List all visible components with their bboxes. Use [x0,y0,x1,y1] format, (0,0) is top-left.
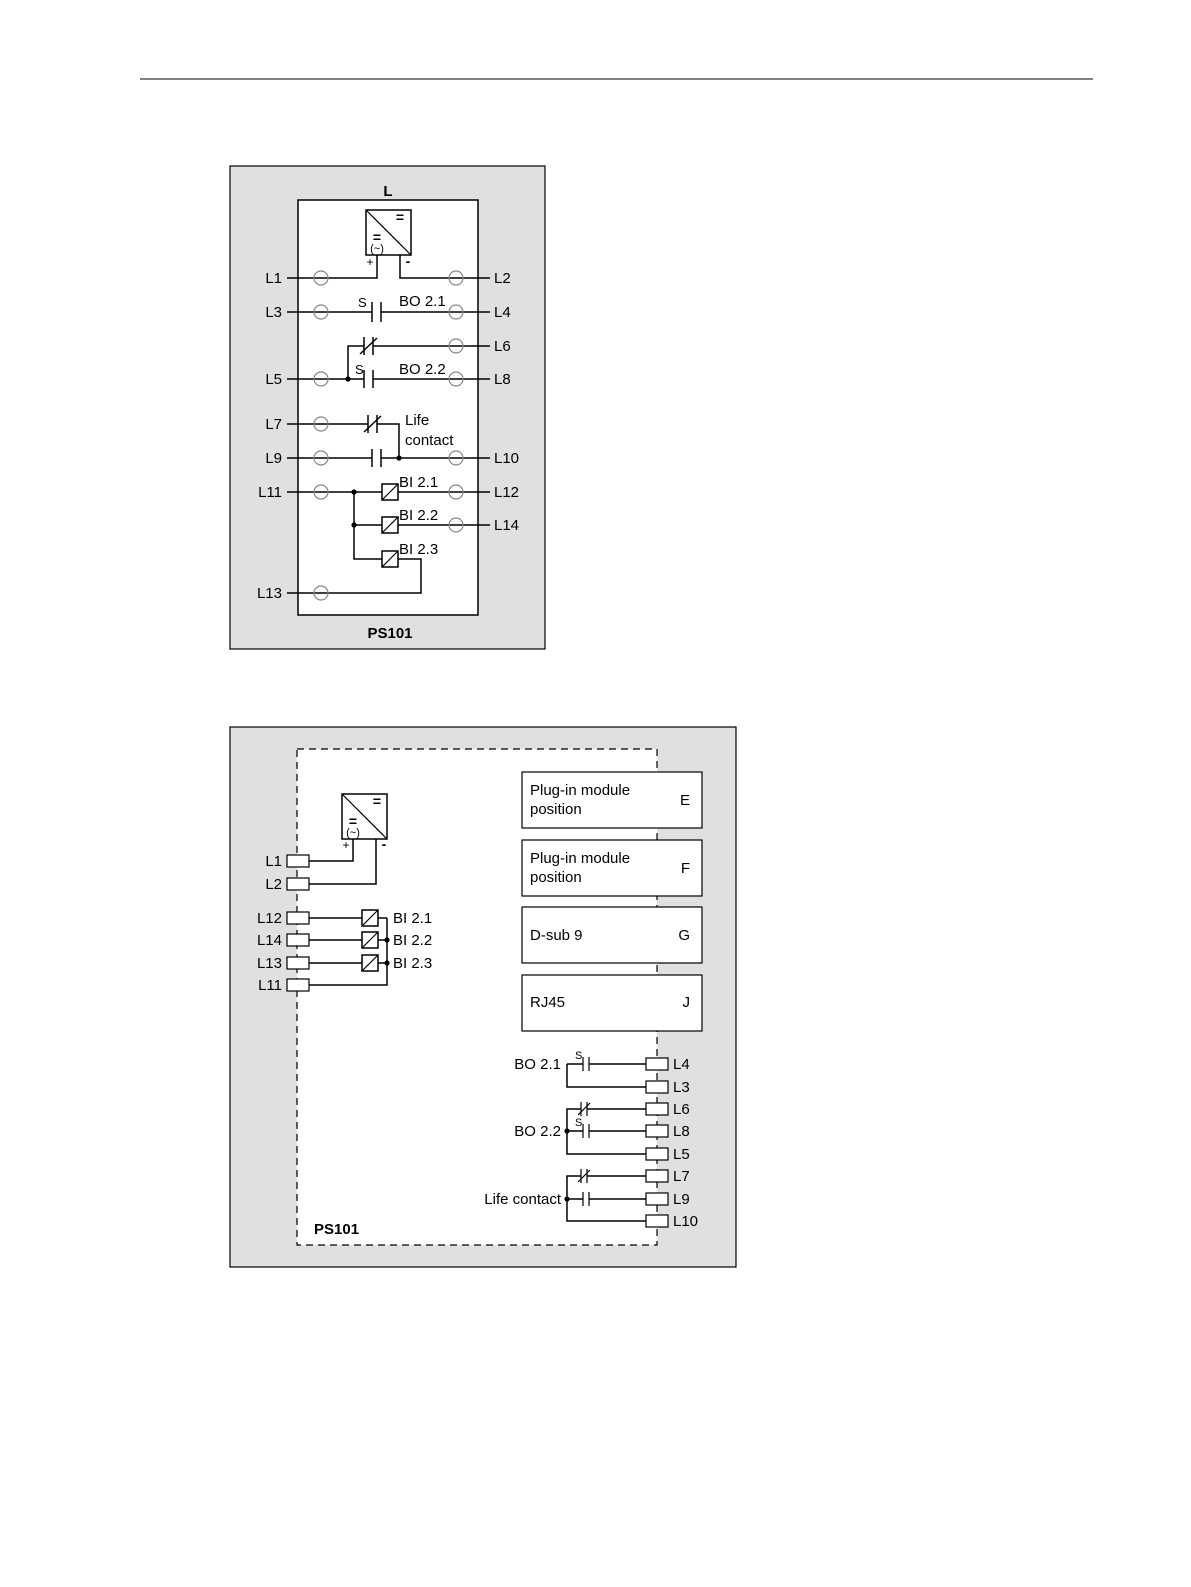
top-bi23-label: BI 2.3 [399,541,439,558]
top-terminal-label: L7 [265,416,282,433]
bottom-psu-plus-label: + [342,838,350,852]
module-position-f [522,840,702,896]
bottom-psu-out-label: = [372,793,382,809]
bottom-terminal-label: L13 [256,955,282,972]
bottom-terminal-label: L1 [265,853,282,870]
bottom-psu-dc-label: = [348,813,358,829]
top-terminal-label: L6 [494,338,511,355]
module-label: Plug-in module [530,850,631,867]
bottom-terminal-label: L9 [673,1191,690,1208]
top-terminal-label: L5 [265,371,282,388]
top-terminal-label: L1 [265,270,282,287]
top-terminal-label: L8 [494,371,511,388]
bottom-bi21-label: BI 2.1 [393,910,433,927]
top-header-label: L [383,183,393,200]
bottom-bi22-coil-icon [362,932,378,948]
module-label: position [530,869,582,886]
bottom-terminal-label: L14 [256,932,282,949]
bottom-terminal-label: L3 [673,1079,690,1096]
bottom-terminal-label: L12 [256,910,282,927]
bottom-bi21-coil-icon [362,910,378,926]
bottom-terminal-label: L4 [673,1056,690,1073]
bottom-psu-minus-label: - [381,836,387,852]
bottom-terminal-label: L2 [265,876,282,893]
bottom-terminal-label: L7 [673,1168,690,1185]
top-bi21-coil-icon [382,484,398,500]
bottom-terminal-label: L8 [673,1123,690,1140]
top-contact-label: contact [405,432,454,449]
bottom-life-contact-label: Life contact [484,1191,561,1208]
bottom-psu-ac-label: (~) [346,827,360,839]
top-bi22-coil-icon [382,517,398,533]
bottom-wiring-diagram [230,727,736,1267]
top-terminal-label: L2 [494,270,511,287]
top-s2-label: S [355,362,364,377]
top-psu-plus-label: + [366,255,374,269]
module-label: position [530,801,582,818]
top-bo21-label: BO 2.1 [399,293,446,310]
top-terminal-label: L9 [265,450,282,467]
top-s1-label: S [358,295,367,310]
top-life-label: Life [405,412,430,429]
bottom-bi23-coil-icon [362,955,378,971]
module-position-e [522,772,702,828]
module-label: D-sub 9 [530,927,583,944]
bottom-footer-label: PS101 [314,1221,360,1238]
top-psu-out-label: = [395,209,405,225]
bottom-terminal-label: L11 [258,977,282,994]
top-terminal-label: L13 [256,585,282,602]
top-terminal-label: L12 [494,484,520,501]
module-code: G [678,927,690,944]
bottom-terminal-label: L6 [673,1101,690,1118]
top-psu-ac-label: (~) [370,243,384,255]
module-dsub9 [522,907,702,963]
bottom-s1-label: S [575,1050,583,1062]
top-psu-minus-label: - [405,253,411,269]
top-psu-dc-label: = [372,229,382,245]
top-terminal-label: L3 [265,304,282,321]
bottom-bo21-label: BO 2.1 [514,1056,561,1073]
module-code: E [679,792,690,809]
top-terminal-label: L4 [494,304,511,321]
top-bo22-label: BO 2.2 [399,361,446,378]
module-code: F [680,860,690,877]
bottom-bo22-label: BO 2.2 [514,1123,561,1140]
top-bi22-label: BI 2.2 [399,507,439,524]
top-terminal-label: L10 [494,450,520,467]
bottom-terminal-label: L5 [673,1146,690,1163]
top-wiring-diagram [230,166,545,649]
bottom-bi23-label: BI 2.3 [393,955,433,972]
bottom-terminal-label: L10 [673,1213,699,1230]
top-bi21-label: BI 2.1 [399,474,439,491]
module-label: Plug-in module [530,782,631,799]
module-code: J [682,994,690,1011]
top-footer-label: PS101 [367,625,413,642]
module-label: RJ45 [530,994,566,1011]
bottom-s2-label: S [575,1117,583,1129]
top-terminal-label: L14 [494,517,520,534]
top-terminal-label: L11 [258,484,282,501]
top-bi23-coil-icon [382,551,398,567]
bottom-bi22-label: BI 2.2 [393,932,433,949]
module-rj45 [522,975,702,1031]
